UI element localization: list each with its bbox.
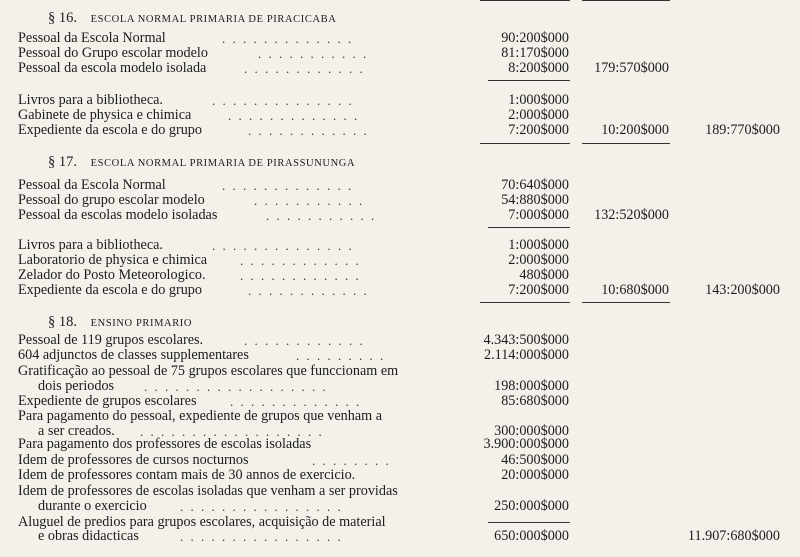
leader-dots: . . . . . . . . . . . . .: [222, 31, 354, 46]
row-label: Pessoal da Escola Normal: [18, 30, 166, 46]
section-rule: [480, 143, 570, 144]
amount-col1: 3.900:000$000: [483, 436, 569, 452]
table-row: [0, 253, 800, 268]
leader-dots: . . . . . . . . . . . .: [244, 61, 365, 76]
amount-col1: 300:000$000: [494, 423, 569, 439]
row-label: 604 adjunctos de classes supplementares: [18, 347, 249, 363]
top-rule-2: [582, 0, 670, 1]
table-row: [0, 453, 800, 468]
row-label: Livros para a bibliotheca.: [18, 237, 163, 253]
table-row: [0, 484, 800, 499]
top-rule-1: [480, 0, 570, 1]
row-label: Pessoal da escolas modelo isoladas: [18, 207, 218, 223]
leader-dots: . . . . . . . . . . . . .: [228, 108, 360, 123]
table-row: [0, 364, 800, 379]
amount-col1: 90:200$000: [501, 30, 569, 46]
table-row: [0, 238, 800, 253]
row-label: Pessoal da Escola Normal: [18, 177, 166, 193]
section-number: § 17.: [48, 154, 77, 170]
leader-dots: . . . . . . . . . . . . .: [222, 178, 354, 193]
row-label: a ser creados.: [38, 423, 115, 439]
row-label: Para pagamento dos professores de escolas isoladas: [18, 436, 312, 452]
table-row: [0, 61, 800, 76]
amount-col1: 70:640$000: [501, 177, 569, 193]
row-label: Gratificação ao pessoal de 75 grupos escolares que funccionam em: [18, 363, 399, 379]
leader-dots: . . . . . . . .: [312, 453, 391, 468]
amount-col1: 7:000$000: [508, 207, 569, 223]
table-row: [0, 348, 800, 363]
leader-dots: . . . . . . . . . . . .: [244, 333, 365, 348]
amount-col1: 4.343:500$000: [483, 332, 569, 348]
table-row: [0, 333, 800, 348]
section-rule: [582, 143, 670, 144]
leader-dots: . . . . . . . . . . . . . . . . . .: [140, 424, 324, 439]
amount-col2: 10:680$000: [601, 282, 669, 298]
leader-dots: . . . . . . . . . . . . . . . .: [180, 499, 343, 514]
amount-col1: 46:500$000: [501, 452, 569, 468]
amount-col1: 7:200$000: [508, 282, 569, 298]
section-heading: [48, 10, 336, 26]
row-label: Zelador do Posto Meteorologico.: [18, 267, 206, 283]
table-row: [0, 499, 800, 514]
amount-col2: 10:200$000: [601, 122, 669, 138]
amount-col1: 198:000$000: [494, 378, 569, 394]
section-title: ENSINO PRIMARIO: [90, 318, 193, 329]
row-label: e obras didacticas: [38, 528, 139, 544]
leader-dots: . . . . . . . . . . . . . .: [212, 93, 354, 108]
amount-col1: 2.114:000$000: [484, 347, 569, 363]
leader-dots: . . . . . . . . . . .: [254, 193, 365, 208]
amount-col2: 11.907:680$000: [687, 528, 780, 544]
subtotal-rule: [488, 522, 570, 523]
table-row: [0, 437, 800, 452]
table-row: [0, 208, 800, 223]
amount-col3: 189:770$000: [705, 122, 780, 138]
row-label: Pessoal da escola modelo isolada: [18, 60, 207, 76]
row-label: Idem de professores de escolas isoladas que venham a ser providas: [18, 483, 398, 499]
amount-col3: 143:200$000: [705, 282, 780, 298]
row-label: Aluguel de predios para grupos escolares, acquisição de material: [18, 514, 386, 530]
row-label: Idem de professores contam mais de 30 annos de exercicio.: [18, 467, 356, 483]
leader-dots: . . . . . . . . . . . . . . . . . .: [144, 379, 328, 394]
section-rule: [582, 302, 670, 303]
table-row: [0, 268, 800, 283]
amount-col1: 20:000$000: [501, 467, 569, 483]
amount-col1: 7:200$000: [508, 122, 569, 138]
row-label: Expediente da escola e do grupo: [18, 122, 202, 138]
amount-col1: 81:170$000: [501, 45, 569, 61]
table-row: [0, 31, 800, 46]
row-label: durante o exercicio: [38, 498, 147, 514]
row-label: Laboratorio de physica e chimica: [18, 252, 208, 268]
section-title: ESCOLA NORMAL PRIMARIA DE PIRASSUNUNGA: [90, 158, 356, 169]
leader-dots: . . . . . . . . .: [296, 348, 386, 363]
amount-col1: 650:000$000: [494, 528, 569, 544]
amount-col1: 2:000$000: [508, 252, 569, 268]
table-row: [0, 283, 800, 298]
amount-col1: 480$000: [519, 267, 569, 283]
row-label: dois periodos: [38, 378, 115, 394]
leader-dots: . . . . . . . . . . . .: [240, 268, 361, 283]
leader-dots: . . . . . . . . . . . . . . . .: [180, 529, 343, 544]
table-row: [0, 193, 800, 208]
row-label: Expediente da escola e do grupo: [18, 282, 202, 298]
leader-dots: . . . . . . . . . . . .: [240, 253, 361, 268]
row-label: Livros para a bibliotheca.: [18, 92, 163, 108]
table-row: [0, 379, 800, 394]
leader-dots: . . . . . . . . . . . .: [248, 283, 369, 298]
row-label: Idem de professores de cursos nocturnos: [18, 452, 249, 468]
table-row: [0, 93, 800, 108]
amount-col2: 179:570$000: [594, 60, 669, 76]
row-label: Pessoal de 119 grupos escolares.: [18, 332, 204, 348]
table-row: [0, 468, 800, 483]
leader-dots: . . . . . . . . . . . . . .: [212, 238, 354, 253]
section-number: § 16.: [48, 10, 77, 26]
row-label: Pessoal do Grupo escolar modelo: [18, 45, 208, 61]
subtotal-rule: [488, 227, 570, 228]
leader-dots: . . . . . . . . . . .: [258, 46, 369, 61]
table-row: [0, 46, 800, 61]
amount-col1: 8:200$000: [508, 60, 569, 76]
subtotal-rule: [488, 80, 570, 81]
amount-col1: 250:000$000: [494, 498, 569, 514]
leader-dots: . . . . . . . . . . . .: [248, 123, 369, 138]
row-label: Gabinete de physica e chimica: [18, 107, 192, 123]
section-heading: [48, 314, 192, 330]
section-heading: [48, 154, 355, 170]
amount-col1: 1:000$000: [508, 92, 569, 108]
table-row: [0, 409, 800, 424]
row-label: Expediente de grupos escolares: [18, 393, 197, 409]
section-rule: [480, 302, 570, 303]
amount-col1: 54:880$000: [501, 192, 569, 208]
section-title: ESCOLA NORMAL PRIMARIA DE PIRACICABA: [90, 14, 337, 25]
row-label: Pessoal do grupo escolar modelo: [18, 192, 205, 208]
section-number: § 18.: [48, 314, 77, 330]
table-row: [0, 394, 800, 409]
table-row: [0, 123, 800, 138]
table-row: [0, 178, 800, 193]
amount-col1: 1:000$000: [508, 237, 569, 253]
amount-col1: 85:680$000: [501, 393, 569, 409]
leader-dots: . . . . . . . . . . . . .: [230, 394, 362, 409]
row-label: Para pagamento do pessoal, expediente de grupos que venham a: [18, 408, 383, 424]
amount-col2: 132:520$000: [594, 207, 669, 223]
table-row: [0, 108, 800, 123]
amount-col1: 2:000$000: [508, 107, 569, 123]
table-row: [0, 529, 800, 544]
leader-dots: . . . . . . . . . . .: [266, 208, 377, 223]
